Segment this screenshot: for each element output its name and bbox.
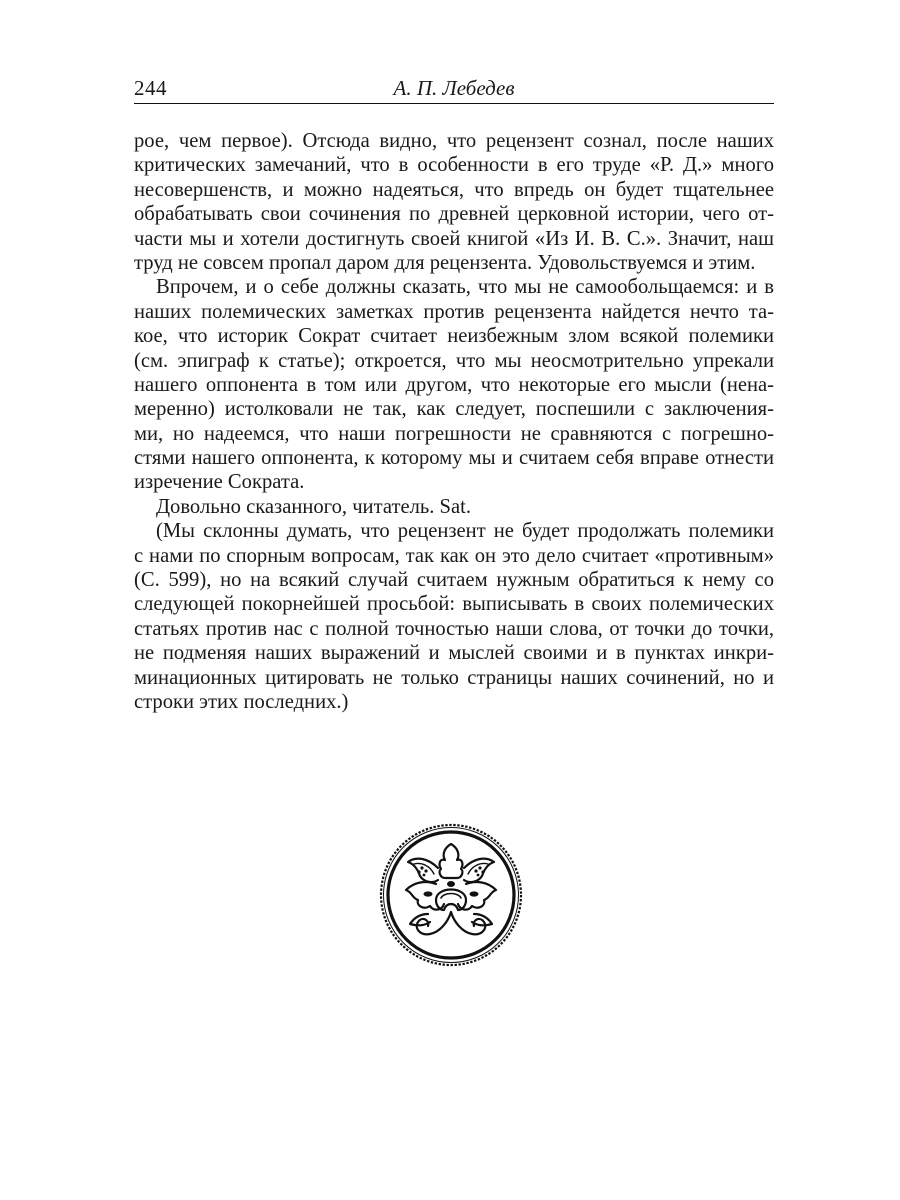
text-line: критических замечаний, что в особенности в его труде «Р. Д.» много (134, 154, 774, 177)
text-line: (С. 599), но на всякий случай считаем нужным обратиться к нему со (134, 569, 774, 592)
text-line: Впрочем, и о себе должны сказать, что мы не самообольщаемся: и в (156, 276, 774, 299)
text-line: (см. эпиграф к статье); откроется, что мы неосмотрительно упрекали (134, 349, 774, 372)
text-line: ми, но надеемся, что наши погрешности не сравняются с погрешно- (134, 422, 774, 445)
text-line: (Мы склонны думать, что рецензент не будет продолжать полемики (156, 520, 774, 543)
running-head (134, 76, 774, 104)
text-line: наших полемических заметках против рецензента найдется нечто та- (134, 300, 774, 323)
text-line: несовершенств, и можно надеяться, что впредь он будет тщательнее (134, 178, 774, 201)
text-line: изречение Сократа. (134, 471, 305, 494)
text-line: строки этих последних.) (134, 690, 349, 713)
text-line: Довольно сказанного, читатель. Sat. (156, 495, 472, 518)
text-line: рое, чем первое). Отсюда видно, что рецензент сознал, после наших (134, 130, 774, 152)
page-number: 244 (134, 76, 167, 100)
text-line: кое, что историк Сократ считает неизбежным злом всякой полемики (134, 325, 774, 348)
text-line: не подменяя наших выражений и мыслей своими и в пунктах инкри- (134, 642, 774, 665)
header-rule (134, 103, 774, 104)
text-line: нашего оппонента в том или другом, что некоторые его мысли (нена- (134, 373, 774, 396)
text-line: части мы и хотели достигнуть своей книгой «Из И. В. С.». Значит, наш (134, 227, 774, 250)
text-line: труд не совсем пропал даром для рецензента. Удовольствуемся и этим. (134, 251, 756, 274)
text-line: меренно) истолковали не так, как следует, поспешили с заключения- (134, 398, 774, 421)
running-title: А. П. Лебедев (393, 76, 515, 100)
body-text (134, 129, 774, 714)
text-line: следующей покорнейшей просьбой: выписывать в своих полемических (134, 593, 774, 616)
text-line: обрабатывать свои сочинения по древней церковной истории, чего от- (134, 203, 774, 226)
text-line: статьях против нас с полной точностью наши слова, от точки до точки, (134, 617, 774, 640)
text-line: минационных цитировать не только страницы наших сочинений, но и (134, 666, 774, 689)
text-line: стями нашего оппонента, к которому мы и считаем себя вправе отнести (134, 447, 774, 470)
text-line: с нами по спорным вопросам, так как он это дело считает «противным» (134, 544, 774, 567)
floral-roundel-ornament-icon (378, 822, 524, 968)
